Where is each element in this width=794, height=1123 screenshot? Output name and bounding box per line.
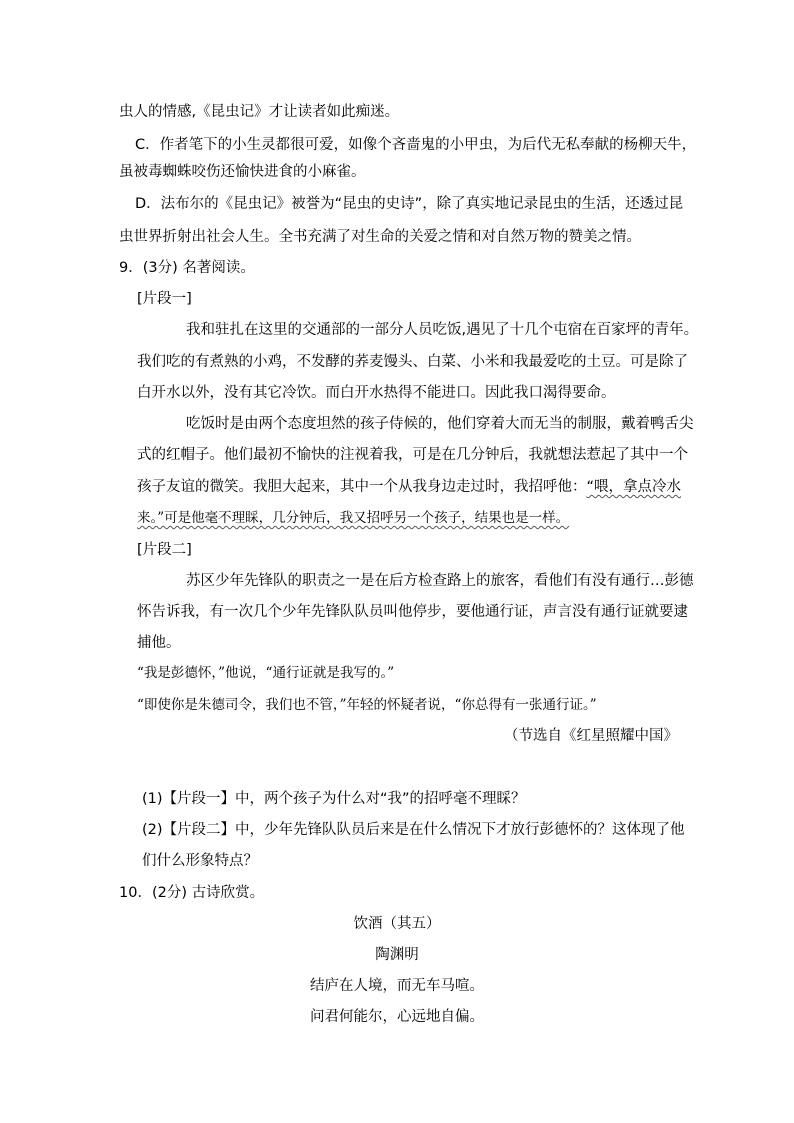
- poem-line: 问君何能尔，心远地自偏。: [310, 1009, 484, 1025]
- poem-line: 结庐在人境，而无车马喧。: [310, 978, 484, 994]
- segment-2-text: 怀告诉我，有一次几个少年先锋队队员叫他停步，要他通行证，声言没有通行证就要逮: [137, 604, 688, 620]
- segment-1-text: 我和驻扎在这里的交通部的一部分人员吃饭,遇见了十几个屯宿在百家坪的青年。: [186, 322, 699, 338]
- segment-1-text: 吃饭时是由两个态度坦然的孩子侍候的，他们穿着大而无当的制服，戴着鸭舌尖: [186, 416, 694, 432]
- segment-1-underlined-text: “喂，拿点冷水: [586, 479, 682, 495]
- sub-question-2: 们什么形象特点？: [142, 853, 258, 869]
- poem-author: 陶渊明: [375, 947, 419, 963]
- segment-1-underlined-text: 来。”可是他毫不理睬，几分钟后，我又招呼另一个孩子，结果也是一样。: [137, 510, 570, 526]
- segment-1-text: 式的红帽子。他们最初不愉快的注视着我，可是在几分钟后，我就想法惹起了其中一个: [137, 447, 688, 463]
- question-10-heading: 10．(2分) 古诗欣赏。: [119, 885, 265, 901]
- option-d-line-2: 虫世界折射出社会人生。全书充满了对生命的关爱之情和对自然万物的赞美之情。: [119, 229, 641, 245]
- segment-2-quote: “即使你是朱德司令，我们也不管，”年轻的怀疑者说，“你总得有一张通行证。”: [137, 697, 597, 713]
- option-c-line-2: 虽被毒蜘蛛咬伤还愉快进食的小麻雀。: [119, 164, 366, 180]
- option-d-line-1: D．法布尔的《昆虫记》被誉为“昆虫的史诗”，除了真实地记录昆虫的生活，还透过昆: [135, 196, 684, 212]
- segment-2-quote: “我是彭德怀，”他说，“通行证就是我写的。”: [137, 665, 395, 681]
- option-b-line: 虫人的情感,《昆虫记》才让读者如此痴迷。: [119, 104, 400, 120]
- segment-1-text: 我们吃的有煮熟的小鸡，不发酵的荞麦馒头、白菜、小米和我最爱吃的土豆。可是除了: [137, 354, 688, 370]
- segment-2-text: 苏区少年先锋队的职责之一是在后方检查路上的旅客，看他们有没有通行…彭德: [186, 573, 694, 589]
- segment-1-label: [片段一]: [137, 291, 192, 307]
- sub-question-2: (2)【片段二】中，少年先锋队队员后来是在什么情况下才放行彭德怀的？这体现了他: [142, 822, 685, 838]
- question-9-heading: 9．(3分) 名著阅读。: [119, 260, 255, 276]
- segment-2-text: 捕他。: [137, 635, 181, 651]
- segment-2-label: [片段二]: [137, 542, 192, 558]
- source-citation: （节选自《红星照耀中国》: [504, 728, 678, 744]
- poem-title: 饮酒（其五）: [353, 916, 441, 932]
- segment-1-text-plain: 孩子友谊的微笑。我胆大起来，其中一个从我身边走过时，我招呼他：: [137, 479, 587, 495]
- segment-1-text: [137, 476, 681, 498]
- sub-question-1: (1)【片段一】中，两个孩子为什么对“我”的招呼毫不理睬？: [142, 791, 526, 807]
- segment-1-text: 白开水以外，没有其它冷饮。而白开水热得不能进口。因此我口渴得要命。: [137, 385, 616, 401]
- option-c-line-1: C．作者笔下的小生灵都很可爱，如像个吝啬鬼的小甲虫，为后代无私奉献的杨柳天牛，: [135, 137, 697, 153]
